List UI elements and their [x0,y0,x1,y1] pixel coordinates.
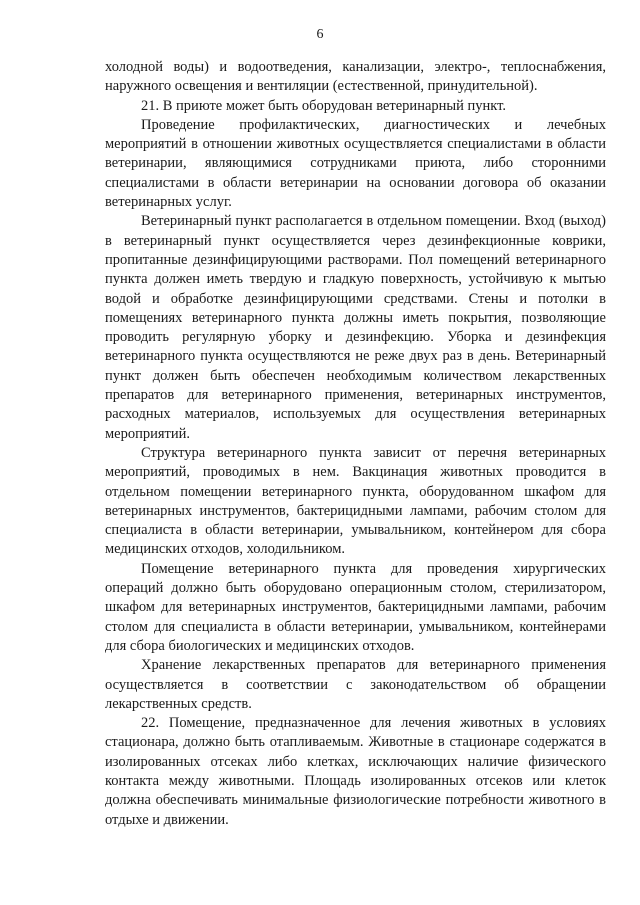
paragraph-utilities-continuation: холодной воды) и водоотведения, канализации, электро-, теплоснабжения, наружного освещения и вентиляции (естественной, принудительной). [105,59,606,95]
paragraph-22-inpatient: 22. Помещение, предназначенное для лечения животных в условиях стационара, должно быть отапливаемым. Животные в стационаре содержатся в изолированных отсеках либо клетках, исключающих наличие физического контакта между животными. Площадь изолированных отсеков или клеток должна обеспечивать минимальные физиологические потребности животного в отдыхе и движении. [105,715,606,828]
paragraph-vet-point-structure: Структура ветеринарного пункта зависит от перечня ветеринарных мероприятий, проводимых в нем. Вакцинация животных проводится в отдельном помещении ветеринарного пункта, оборудованном шкафом для ветеринарных инструментов, бактерицидными лампами, рабочим столом для специалиста в области ветеринарии, умывальником, контейнером для сбора медицинских отходов, холодильником. [105,444,606,558]
paragraph-preventive-measures: Проведение профилактических, диагностических и лечебных мероприятий в отношении животных осуществляется специалистами в области ветеринарии, являющимися сотрудниками приюта, либо сторонними специалистами в области ветеринарии на основании договора об оказании ветеринарных услуг. [105,116,606,211]
paragraph-21-vet-point: 21. В приюте может быть оборудован ветеринарный пункт. [141,97,507,114]
paragraph-drug-storage: Хранение лекарственных препаратов для ветеринарного применения осуществляется в соответствии с законодательством об обращении лекарственных средств. [105,657,606,712]
paragraph-vet-point-premises: Ветеринарный пункт располагается в отдельном помещении. Вход (выход) в ветеринарный пункт осуществляется через дезинфекционные коврики, пропитанные дезинфицирующими растворами. Пол помещений ветеринарного пункта должен иметь твердую и гладкую поверхность, устойчивую к мытью водой и обработке дезинфицирующими средствами. Стены и потолки в помещениях ветеринарного пункта должны иметь покрытия, позволяющие проводить регулярную уборку и дезинфекцию. Уборка и дезинфекция ветеринарного пункта осуществляются не реже двух раз в день. Ветеринарный пункт должен быть обеспечен необходимым количеством лекарственных препаратов для ветеринарного применения, ветеринарных инструментов, расходных материалов, используемых для осуществления ветеринарных мероприятий. [105,213,606,442]
paragraph-surgery-room: Помещение ветеринарного пункта для проведения хирургических операций должно быть оборудовано операционным столом, стерилизатором, шкафом для ветеринарных инструментов, бактерицидными лампами, рабочим столом для специалиста в области ветеринарии, умывальником, контейнерами для сбора биологических и медицинских отходов. [105,560,606,654]
document-body [105,58,606,830]
page-number: 6 [316,27,324,42]
